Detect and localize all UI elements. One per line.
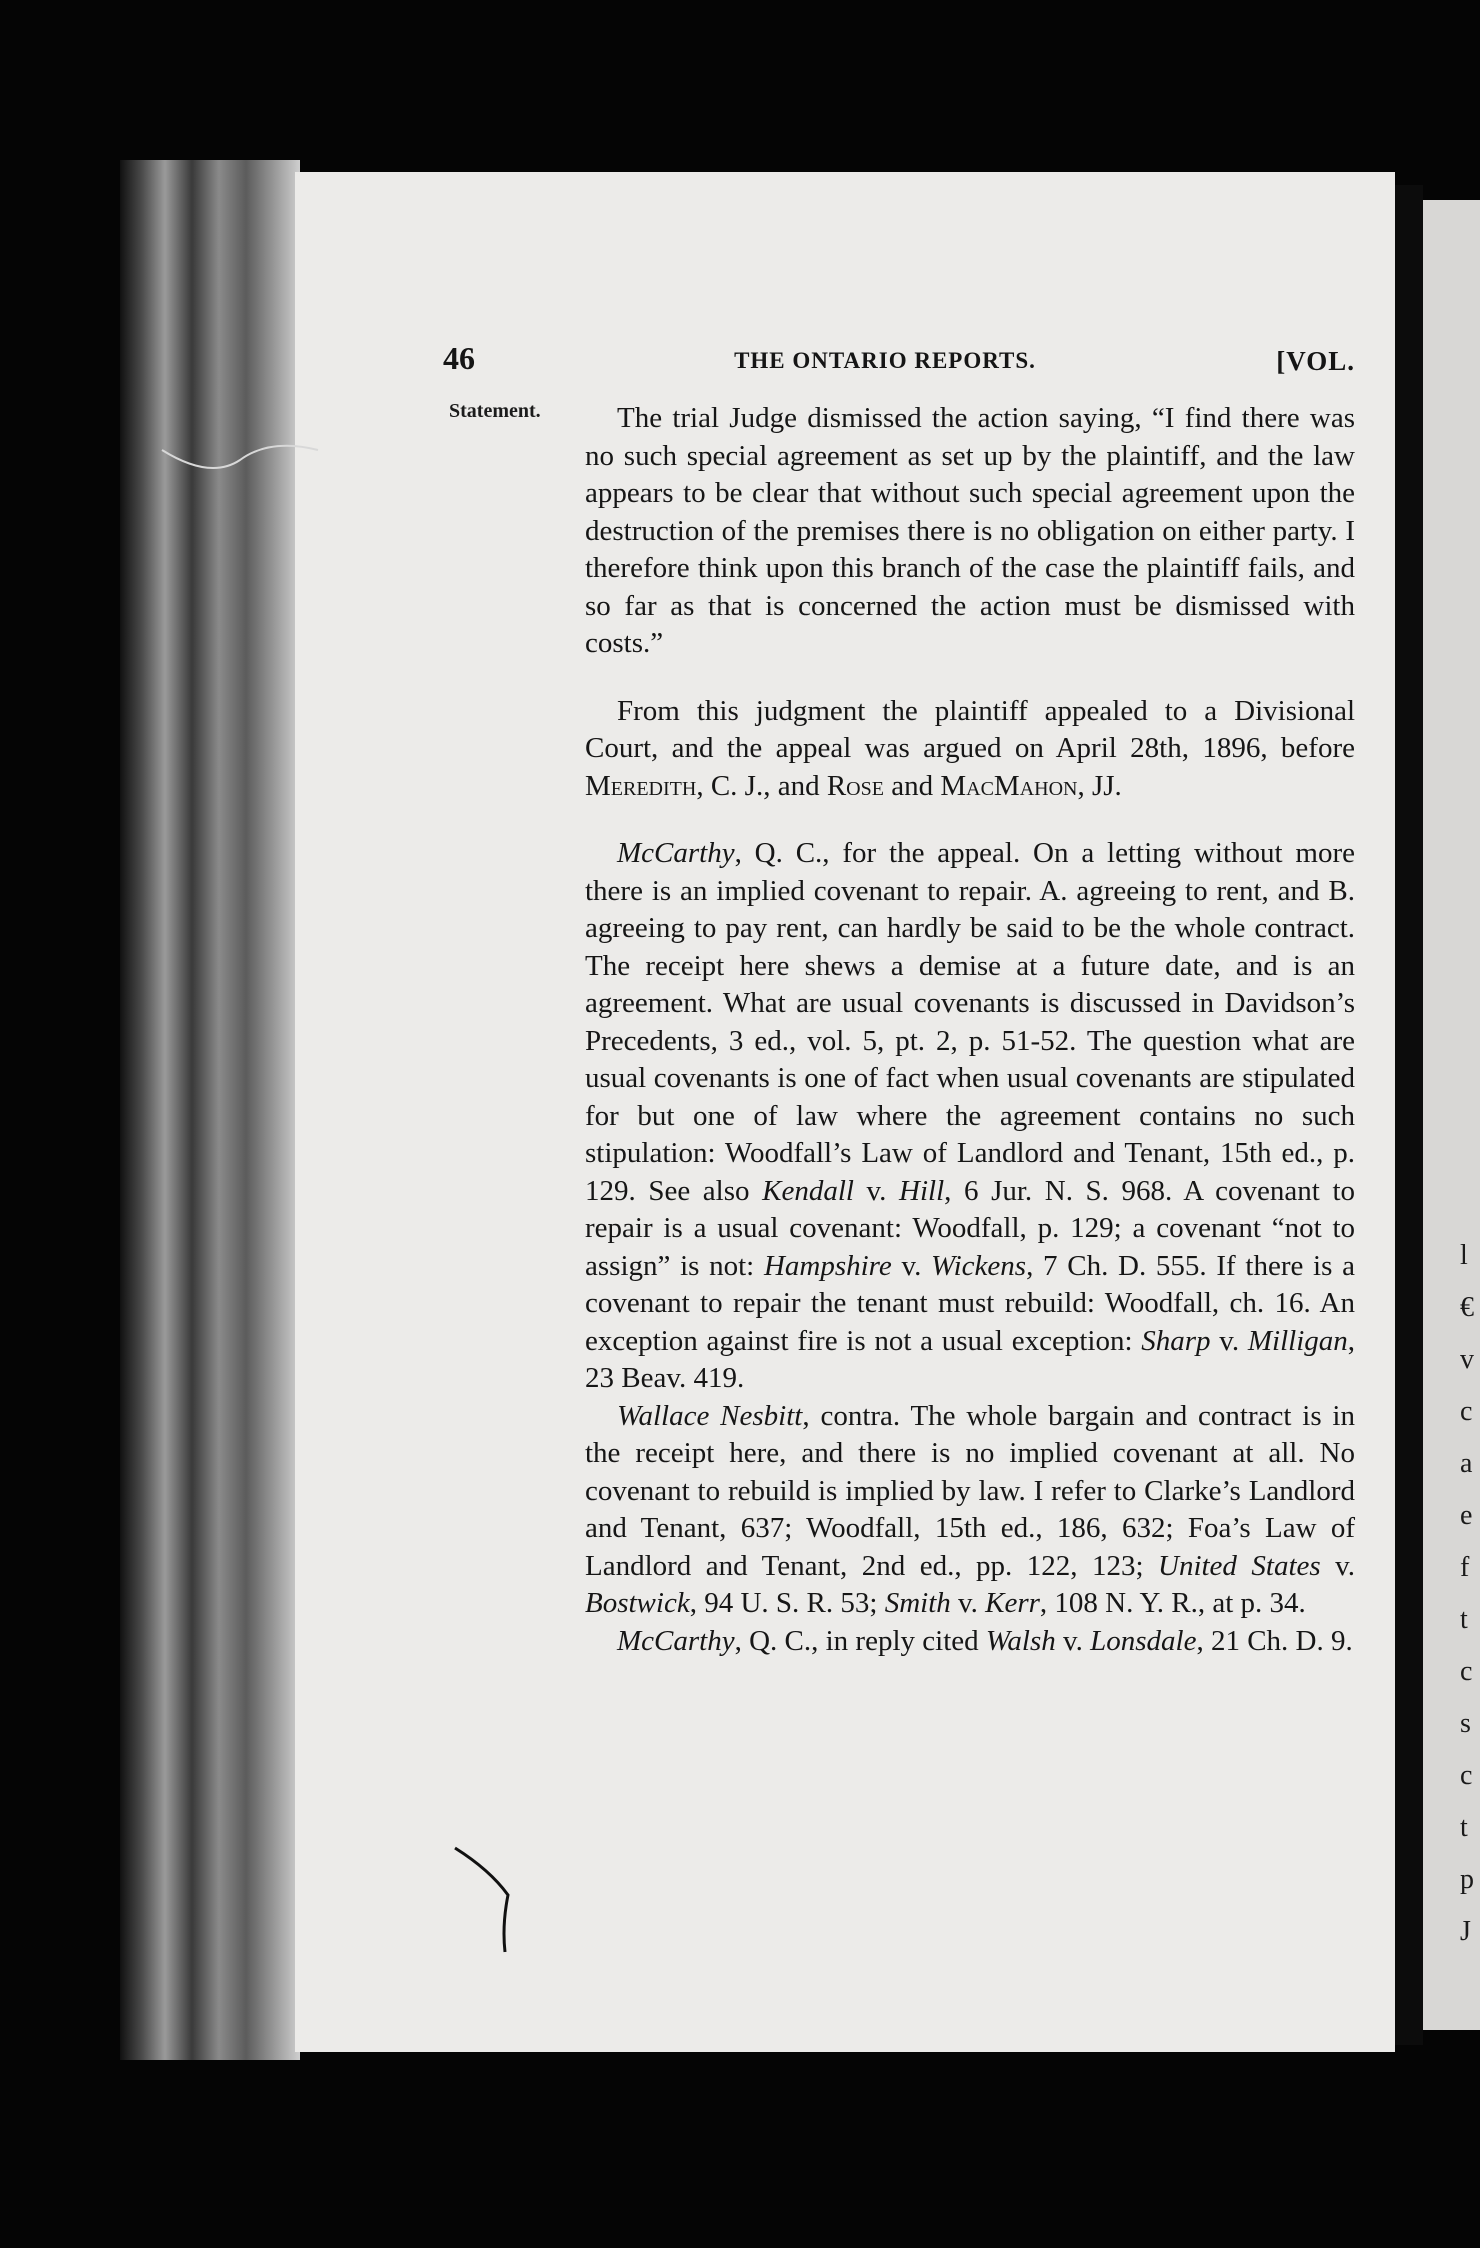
text-run: , JJ. bbox=[1077, 769, 1122, 802]
facing-page-edge bbox=[1423, 200, 1480, 2030]
facing-page-letter: c bbox=[1460, 1396, 1473, 1427]
stray-pen-mark bbox=[450, 1840, 520, 1960]
judge-name: MacMahon bbox=[940, 769, 1078, 802]
paragraph-appeal bbox=[585, 693, 1355, 806]
text-run: , 21 Ch. D. 9. bbox=[1196, 1624, 1353, 1657]
facing-page-letter: s bbox=[1460, 1708, 1471, 1739]
facing-page-letter: J bbox=[1460, 1916, 1471, 1947]
text-run: , 7 Ch. D. 555. If there is a covenant to repair the tenant must rebuild: Woodfall, ch. 16. An exception against fire is not a usual exception: bbox=[585, 1249, 1355, 1357]
running-title: THE ONTARIO REPORTS. bbox=[734, 348, 1036, 373]
text-run: v. bbox=[1320, 1549, 1355, 1582]
running-head bbox=[295, 340, 1355, 380]
paragraph-respondent-argument bbox=[585, 1398, 1355, 1623]
counsel-name: McCarthy bbox=[617, 837, 735, 869]
page-number: 46 bbox=[443, 340, 475, 376]
facing-page-letter: c bbox=[1460, 1656, 1473, 1687]
text-run: , 94 U. S. R. 53; bbox=[689, 1587, 885, 1619]
case-party: Bostwick bbox=[585, 1587, 690, 1619]
text-run: v. bbox=[1210, 1324, 1248, 1357]
text-run: and bbox=[883, 769, 941, 802]
case-party: Sharp bbox=[1141, 1324, 1211, 1357]
case-party: United States bbox=[1158, 1549, 1321, 1582]
facing-page-letter: e bbox=[1460, 1500, 1473, 1531]
case-party: Kerr bbox=[985, 1587, 1040, 1619]
case-party: Milligan bbox=[1247, 1324, 1348, 1357]
text-run: v. bbox=[891, 1249, 932, 1282]
facing-page-letter: p bbox=[1460, 1864, 1474, 1895]
case-party: Hampshire bbox=[763, 1249, 892, 1282]
text-run: v. bbox=[950, 1587, 986, 1619]
case-party: Wickens bbox=[931, 1249, 1027, 1282]
facing-page-letter: a bbox=[1460, 1448, 1473, 1479]
facing-page-letter: v bbox=[1460, 1344, 1474, 1375]
case-party: Hill bbox=[899, 1174, 945, 1207]
case-party: Smith bbox=[884, 1587, 951, 1619]
judge-name: Rose bbox=[826, 769, 884, 802]
paragraph-appellant-argument bbox=[585, 835, 1355, 1398]
counsel-name: McCarthy bbox=[617, 1624, 735, 1657]
facing-page-letter: € bbox=[1460, 1292, 1474, 1323]
case-party: Lonsdale bbox=[1090, 1624, 1197, 1657]
text-run: v. bbox=[853, 1174, 900, 1207]
text-run: , contra. The whole bargain and contract is in the receipt here, and there is no implied covenant at all. No covenant to rebuild is implied by law. I refer to Clarke’s Landlord and Tenant, 637; Woodfall, 15th ed., 186, 632; Foa’s Law of Landlord and Tenant, 2nd ed., pp. 122, 123; bbox=[585, 1399, 1355, 1582]
volume-label: [VOL. bbox=[1276, 346, 1355, 376]
page-gutter bbox=[1395, 185, 1423, 2045]
judge-name: Meredith bbox=[585, 769, 697, 802]
text-run: , 108 N. Y. R., at p. 34. bbox=[1039, 1587, 1306, 1619]
facing-page-letter: t bbox=[1460, 1812, 1468, 1843]
text-run: v. bbox=[1055, 1624, 1091, 1657]
text-run: , Q. C., in reply cited bbox=[734, 1624, 986, 1657]
text-run: , 6 Jur. N. S. 968. A covenant to repair is a usual covenant: Woodfall, p. 129; a covenant “not to assign” is not: bbox=[585, 1174, 1355, 1282]
facing-page-letter: f bbox=[1460, 1552, 1470, 1583]
stray-scan-curve bbox=[160, 420, 320, 480]
facing-page-letter: t bbox=[1460, 1604, 1468, 1635]
case-party: Kendall bbox=[762, 1174, 854, 1207]
marginal-note: Statement. bbox=[449, 400, 541, 422]
facing-page-letter: l bbox=[1460, 1240, 1468, 1271]
paragraph-reply bbox=[585, 1623, 1355, 1661]
text-run: , C. J., and bbox=[696, 769, 827, 802]
facing-page-letter: c bbox=[1460, 1760, 1473, 1791]
counsel-name: Wallace Nesbitt bbox=[617, 1399, 803, 1432]
text-run: , Q. C., for the appeal. On a letting without more there is an implied covenant to repair. A. agreeing to rent, and B. agreeing to pay rent, can hardly be said to be the whole contract. The receipt here shews a demise at a future date, and is an agreement. What are usual covenants is discussed in Davidson’s Precedents, 3 ed., vol. 5, pt. 2, p. 51-52. The question what are usual covenants is one of fact when usual covenants are stipulated for but one of law where the agreement contains no such stipulation: Woodfall’s Law of Landlord and Tenant, 15th ed., p. 129. See also bbox=[585, 837, 1355, 1207]
paragraph-trial-judge: The trial Judge dismissed the action saying, “I find there was no such special agreement as set up by the plaintiff, and the law appears to be clear that without such special agreement upon the destruction of the premises there is no obligation on either party. I therefore think upon this branch of the case the plaintiff fails, and so far as that is concerned the action must be dismissed with costs.” bbox=[585, 402, 1355, 659]
case-party: Walsh bbox=[985, 1624, 1056, 1657]
body-text bbox=[585, 400, 1355, 1660]
text-run: From this judgment the plaintiff appealed to a Divisional Court, and the appeal was argued on April 28th, 1896, before bbox=[585, 694, 1355, 764]
text-run: , 23 Beav. 419. bbox=[585, 1324, 1355, 1394]
